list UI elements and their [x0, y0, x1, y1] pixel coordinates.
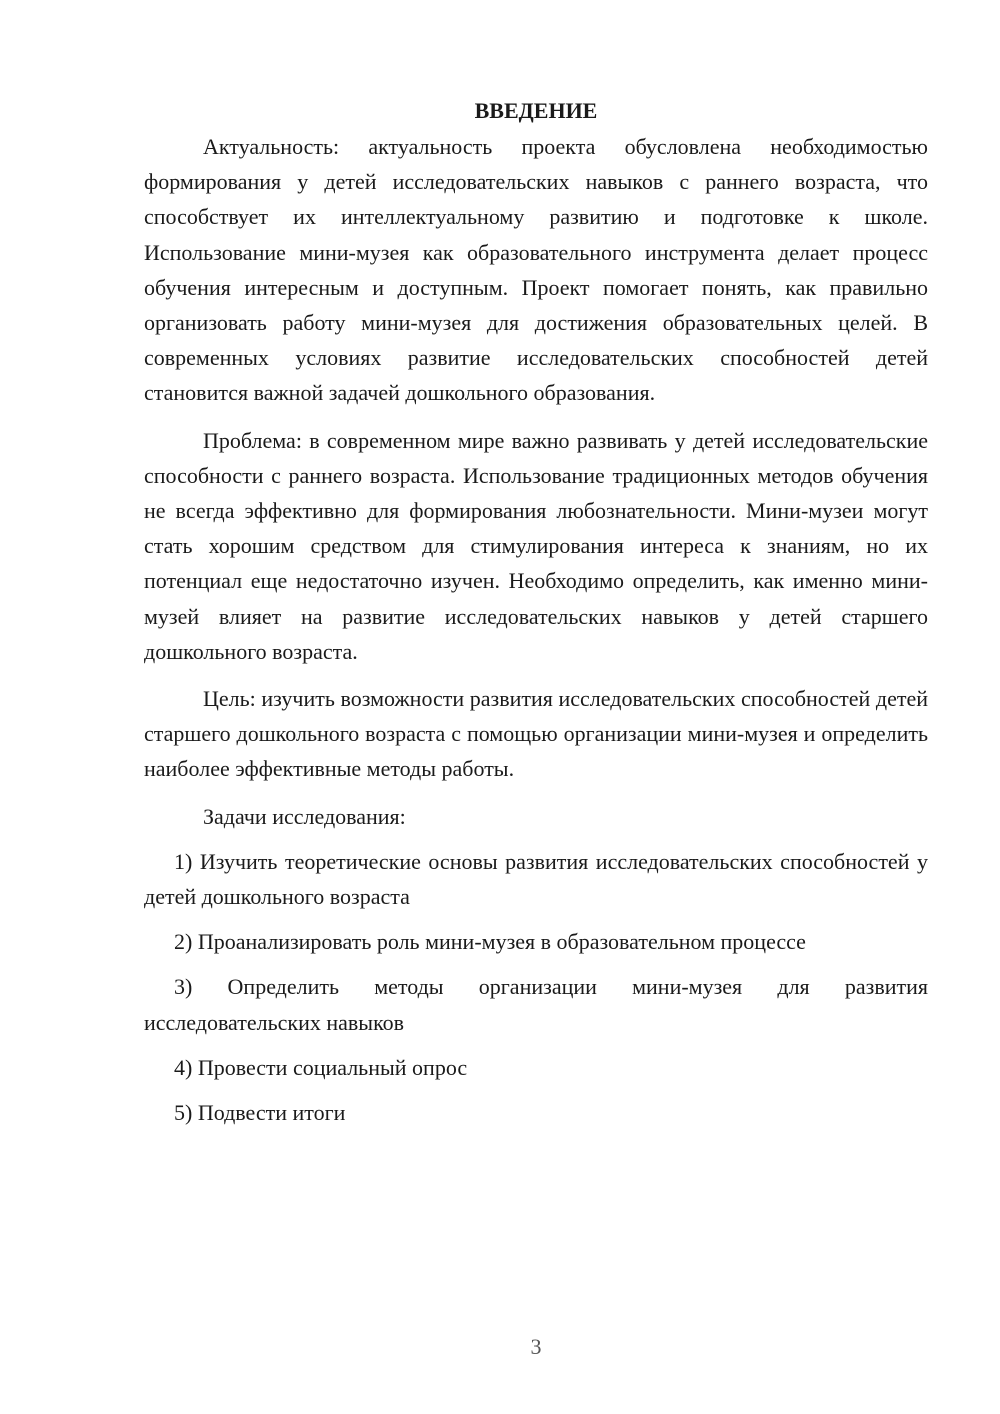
page-title: ВВЕДЕНИЕ [474, 98, 598, 123]
task-item: 3) Определить методы организации мини-музея для развития исследовательских навыков [144, 974, 928, 1035]
goal-paragraph: Цель: изучить возможности развития исследовательских способностей детей старшего дошкольного возраста с помощью организации мини-музея и определить наиболее эффективные методы работы. [144, 686, 928, 782]
relevance-paragraph: Актуальность: актуальность проекта обусловлена необходимостью формирования у детей исследовательских навыков с раннего возраста, что способствует их интеллектуальному развитию и подготовке к школе. Использование мини-музея как образовательного инструмента делает процесс обучения интересным и доступным. Проект помогает понять, как правильно организовать работу мини-музея для достижения образовательных целей. В современных условиях развитие исследовательских способностей детей становится важной задачей дошкольного образования. [144, 134, 928, 406]
page-number: 3 [530, 1334, 542, 1359]
problem-paragraph: Проблема: в современном мире важно развивать у детей исследовательские способности с раннего возраста. Использование традиционных методов обучения не всегда эффективно для формирования любознательности. Мини-музеи могут стать хорошим средством для стимулирования интереса к знаниям, но их потенциал еще недостаточно изучен. Необходимо определить, как именно мини-музей влияет на развитие исследовательских навыков у детей старшего дошкольного возраста. [144, 427, 928, 664]
document-page [144, 95, 928, 1140]
tasks-list [144, 844, 928, 1130]
tasks-heading: Задачи исследования: [203, 803, 406, 829]
task-item: 2) Проанализировать роль мини-музея в образовательном процессе [174, 929, 806, 955]
task-item: 1) Изучить теоретические основы развития исследовательских способностей у детей дошкольного возраста [144, 848, 928, 910]
task-item: 5) Подвести итоги [174, 1100, 346, 1126]
task-item: 4) Провести социальный опрос [174, 1054, 468, 1080]
